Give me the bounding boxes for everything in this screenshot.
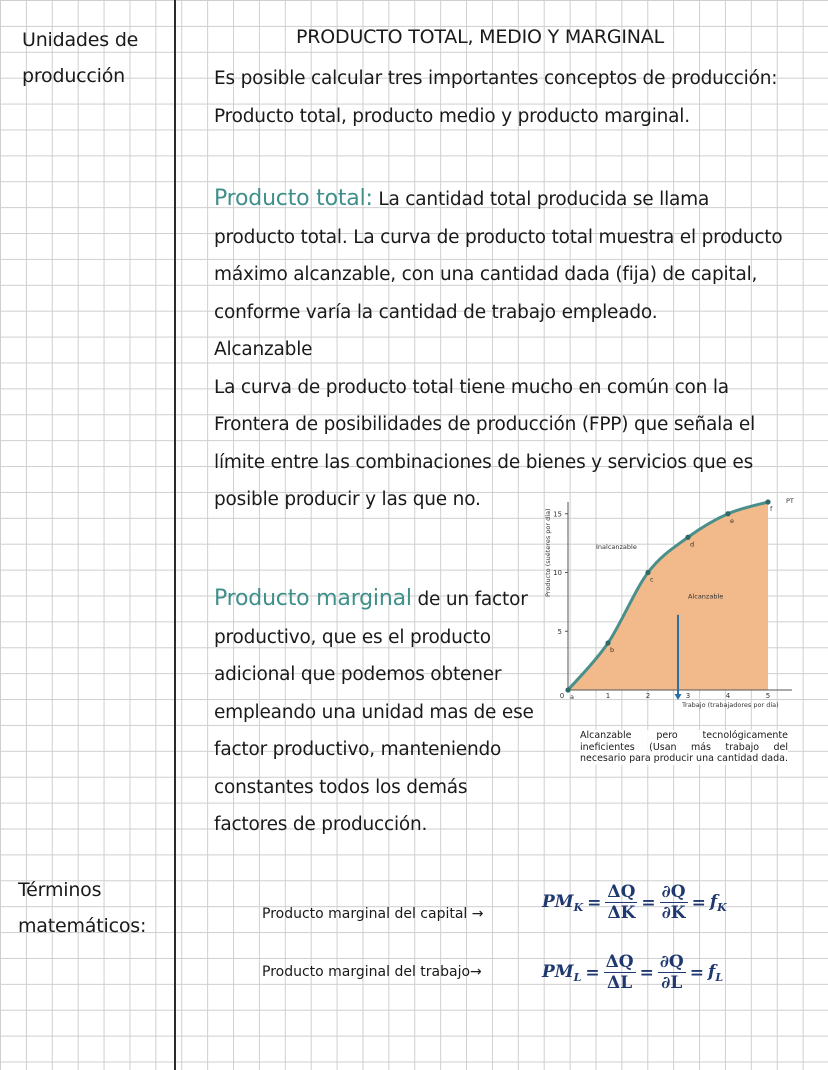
x-tick-label: 0 — [559, 692, 565, 700]
labor-formula-label: Producto marginal del trabajo→ — [262, 964, 482, 980]
x-axis-label: Trabajo (trabajadores por día) — [682, 701, 779, 709]
data-point — [725, 511, 730, 516]
x-tick-label: 5 — [765, 692, 771, 700]
total-line: producto total. La curva de producto total muestra el producto — [214, 226, 783, 248]
labor-delta-fraction: $\frac{\Delta Q}{\Delta L}$ — [605, 952, 634, 993]
chart-caption: Alcanzable pero tecnológicamente ineficientes (Usan más trabajo del necesario para producir una cantidad dada. — [580, 730, 788, 764]
marginal-line-first — [214, 580, 534, 619]
x-tick-label: 2 — [645, 692, 651, 700]
data-point — [605, 640, 610, 645]
point-label: f — [770, 505, 773, 513]
topic-line-1: Unidades de — [22, 29, 139, 51]
page-title: PRODUCTO TOTAL, MEDIO Y MARGINAL — [296, 26, 664, 48]
labor-formula: $PM_L$ = $\frac{\Delta Q}{\Delta L}$ = $\frac{\partial Q}{\partial L}$ = $f_L$ — [542, 952, 724, 993]
capital-delta-fraction: $\frac{\Delta Q}{\Delta K}$ — [607, 882, 636, 923]
total-line: conforme varía la cantidad de trabajo empleado. — [214, 301, 658, 323]
total-product-paragraph — [214, 180, 782, 519]
marginal-line: adicional que podemos obtener — [214, 664, 502, 685]
capital-f: $f_K$ — [709, 891, 727, 914]
total-line-first — [214, 180, 782, 219]
total-line: Frontera de posibilidades de producción (FPP) que señala el — [214, 414, 756, 435]
point-label: c — [650, 575, 654, 584]
marginal-line: empleando una unidad mas de ese — [214, 701, 534, 723]
marginal-line: productivo, que es el producto — [214, 626, 491, 648]
total-line: La curva de producto total tiene mucho en común con la — [214, 376, 729, 398]
point-label: e — [730, 516, 734, 525]
total-line: Alcanzable — [214, 339, 313, 360]
data-point — [565, 687, 570, 692]
intro-paragraph — [214, 60, 777, 135]
point-label: b — [610, 646, 615, 654]
marginal-line: factores de producción. — [214, 814, 428, 835]
capital-formula: $PM_K$ = $\frac{\Delta Q}{\Delta K}$ = $\frac{\partial Q}{\partial K}$ = $f_K$ — [542, 882, 727, 923]
topic-line-2: producción — [22, 65, 126, 87]
labor-partial-fraction: $\frac{\partial Q}{\partial L}$ — [659, 952, 684, 993]
point-label: d — [690, 540, 695, 549]
capital-partial-fraction: $\frac{\partial Q}{\partial K}$ — [661, 882, 686, 923]
total-product-chart — [534, 492, 804, 722]
total-line: máximo alcanzable, con una cantidad dada (fija) de capital, — [214, 264, 758, 285]
data-point — [765, 499, 770, 504]
margin-line — [174, 0, 176, 1070]
point-label: a — [570, 693, 574, 701]
labor-pm: $PM_L$ — [542, 961, 582, 984]
labor-f: $f_L$ — [707, 961, 724, 984]
capital-pm: $PM_K$ — [542, 891, 584, 914]
capital-formula-label: Producto marginal del capital → — [262, 906, 484, 922]
intro-line: Producto total, producto medio y producto marginal. — [214, 105, 690, 127]
marginal-line: constantes todos los demás — [214, 776, 468, 798]
y-tick-label: 10 — [553, 569, 562, 577]
y-tick-label: 5 — [557, 627, 562, 636]
data-point — [645, 570, 650, 575]
total-line-rest: La cantidad total producida se llama — [372, 189, 710, 210]
total-line: límite entre las combinaciones de bienes y servicios que es — [214, 451, 754, 473]
attainable-label: Alcanzable — [688, 592, 724, 601]
terms-line-1: Términos — [18, 879, 102, 901]
y-tick-label: 15 — [553, 510, 562, 519]
marginal-product-heading: Producto marginal — [214, 586, 412, 611]
total-product-svg — [534, 492, 804, 722]
total-line: posible producir y las que no. — [214, 489, 481, 510]
arrow-head — [675, 694, 682, 700]
section-label-top — [22, 22, 138, 94]
intro-line: Es posible calcular tres importantes conceptos de producción: — [214, 68, 778, 89]
y-axis-label: Producto (suéteres por día) — [544, 508, 552, 597]
x-tick-label: 1 — [605, 692, 611, 700]
unattainable-label: Inalcanzable — [596, 543, 637, 551]
x-tick-label: 3 — [685, 692, 691, 700]
marginal-product-paragraph — [214, 580, 534, 844]
total-product-heading: Producto total: — [214, 186, 373, 211]
x-tick-label: 4 — [725, 692, 731, 700]
series-label: PT — [786, 497, 794, 505]
terms-line-2: matemáticos: — [18, 915, 147, 937]
section-label-terms — [18, 872, 146, 944]
marginal-line-rest: de un factor — [411, 589, 528, 610]
marginal-line: factor productivo, manteniendo — [214, 739, 502, 760]
data-point — [685, 535, 690, 540]
attainable-area — [568, 502, 768, 690]
